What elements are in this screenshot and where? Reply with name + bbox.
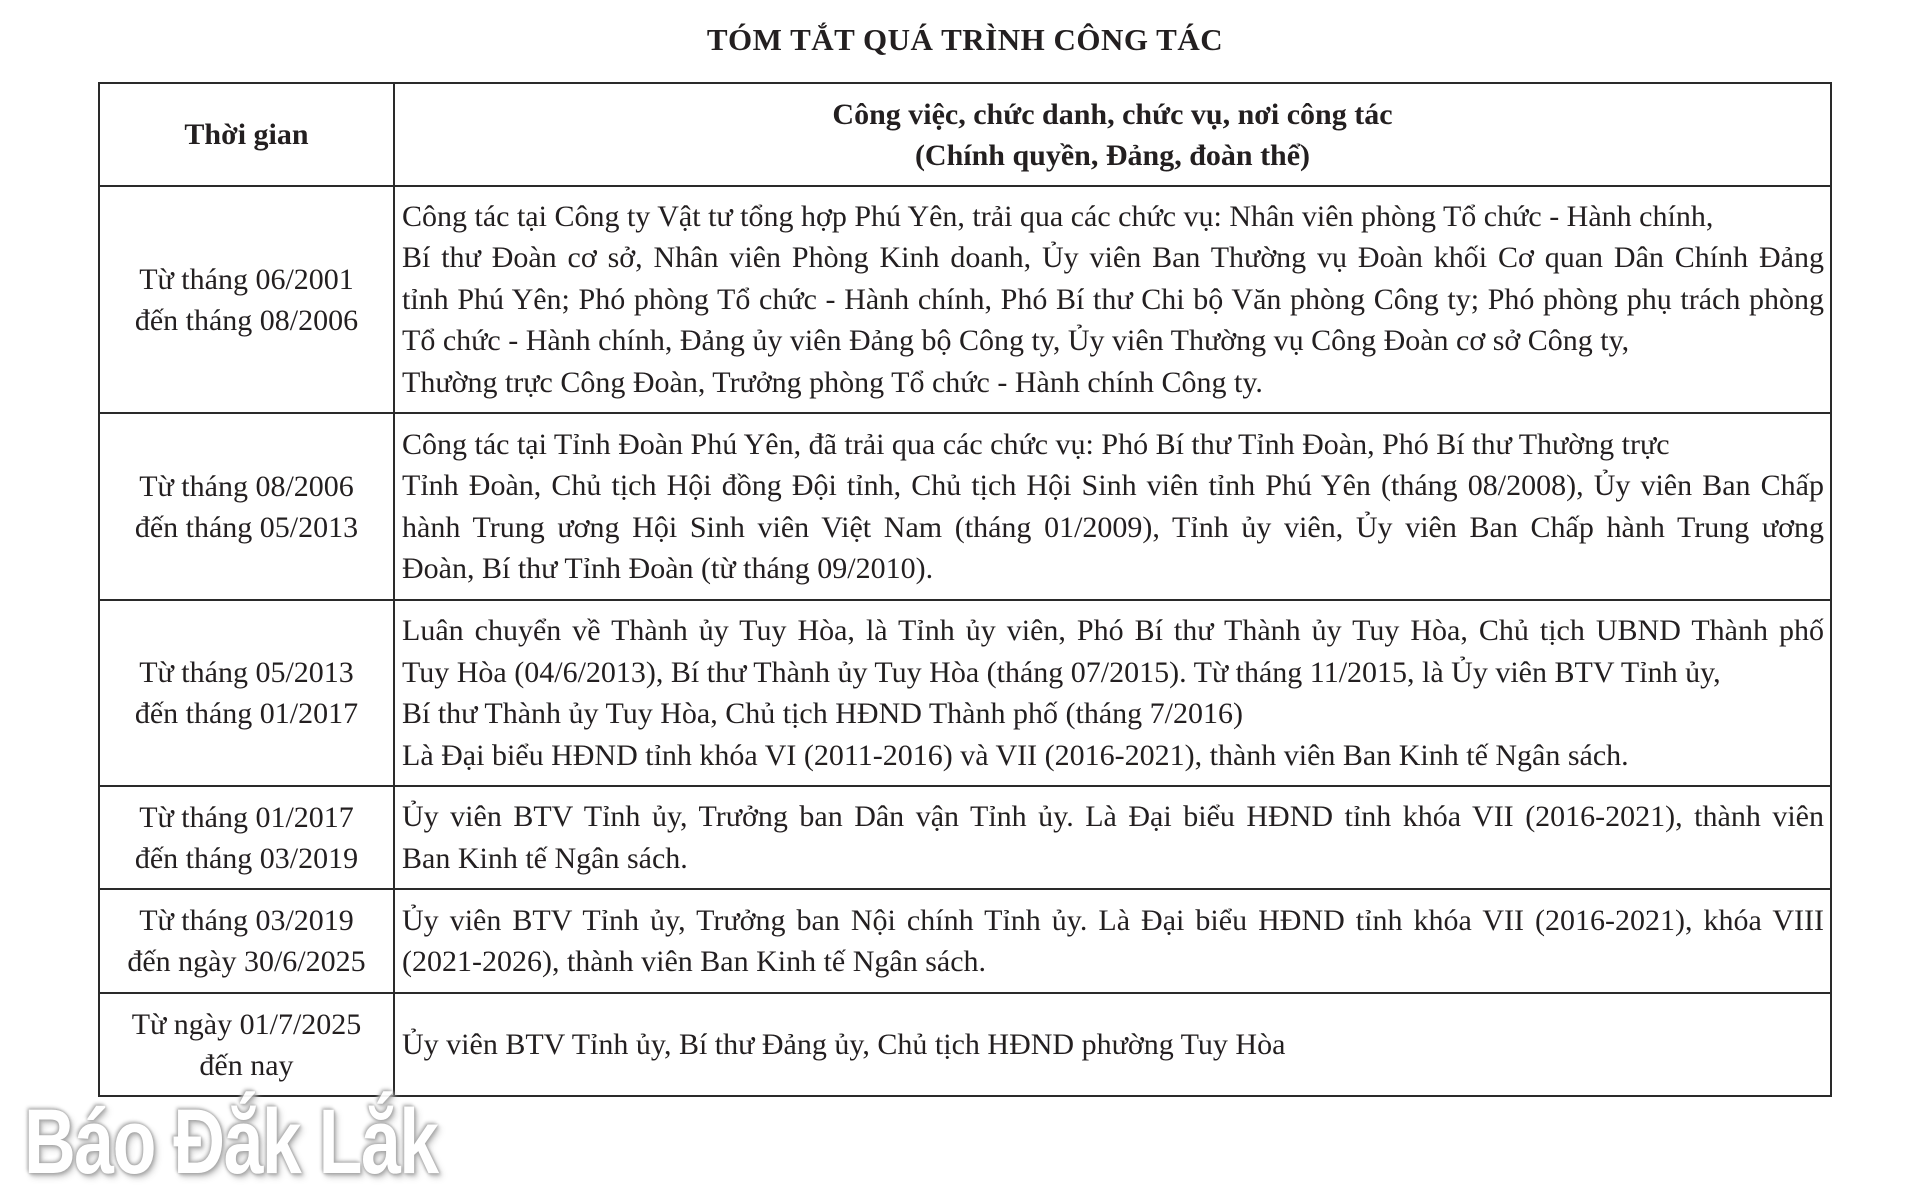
time-line: Từ tháng 08/2006 [139, 469, 354, 503]
work-cell [394, 413, 1831, 600]
table-header-row [99, 83, 1831, 186]
work-line: Tuy Hòa (04/6/2013), Bí thư Thành ủy Tuy Hòa (tháng 07/2015). Từ tháng 11/2015, là Ủy viên BTV Tỉnh ủy, [402, 655, 1721, 689]
work-line: Đoàn, Bí thư Tỉnh Đoàn (từ tháng 09/2010). [402, 552, 934, 585]
work-line: Luân chuyển về Thành ủy Tuy Hòa, là Tỉnh ủy viên, Phó Bí thư Thành ủy Tuy Hòa, Chủ tịch UBND Thành phố [402, 614, 1824, 647]
header-work-line1: Công việc, chức danh, chức vụ, nơi công tác [832, 97, 1393, 131]
work-cell [394, 186, 1831, 413]
table-row [99, 993, 1831, 1096]
table-row [99, 786, 1831, 889]
document-title: TÓM TẮT QUÁ TRÌNH CÔNG TÁC [706, 22, 1224, 57]
work-cell [394, 889, 1831, 993]
work-line: Ban Kinh tế Ngân sách. [402, 841, 688, 875]
time-line: Từ tháng 03/2019 [139, 904, 354, 937]
time-line: Từ tháng 01/2017 [139, 800, 354, 834]
time-cell [99, 186, 394, 413]
time-cell [99, 993, 394, 1096]
table-row [99, 186, 1831, 413]
work-cell [394, 786, 1831, 889]
time-line: Từ tháng 05/2013 [139, 656, 354, 689]
work-line: Tổ chức - Hành chính, Đảng ủy viên Đảng bộ Công ty, Ủy viên Thường vụ Công Đoàn cơ sở Công ty, [402, 324, 1630, 358]
time-line: đến tháng 08/2006 [134, 303, 359, 337]
time-line: đến nay [199, 1048, 294, 1082]
header-work [394, 83, 1831, 186]
work-cell [394, 993, 1831, 1096]
work-cell [394, 600, 1831, 786]
time-line: đến tháng 03/2019 [134, 841, 359, 875]
work-history-table [98, 82, 1832, 1097]
time-line: đến tháng 01/2017 [134, 697, 359, 730]
work-line: Ủy viên BTV Tỉnh ủy, Trưởng ban Nội chính Tỉnh ủy. Là Đại biểu HĐND tỉnh khóa VII (2016-2021), khóa VIII [402, 903, 1824, 937]
time-cell [99, 889, 394, 993]
time-cell [99, 600, 394, 786]
table-row [99, 889, 1831, 993]
work-line: Thường trực Công Đoàn, Trưởng phòng Tổ chức - Hành chính Công ty. [402, 365, 1263, 399]
work-line: (2021-2026), thành viên Ban Kinh tế Ngân sách. [402, 945, 987, 978]
time-line: Từ tháng 06/2001 [139, 262, 354, 296]
header-work-line2: (Chính quyền, Đảng, đoàn thể) [914, 138, 1311, 172]
header-time: Thời gian [99, 83, 394, 186]
work-line: Công tác tại Công ty Vật tư tổng hợp Phú Yên, trải qua các chức vụ: Nhân viên phòng Tổ chức - Hành chính, [402, 199, 1714, 233]
time-line: đến tháng 05/2013 [134, 510, 359, 544]
work-line: Là Đại biểu HĐND tỉnh khóa VI (2011-2016) và VII (2016-2021), thành viên Ban Kinh tế Ngân sách. [402, 738, 1629, 772]
work-line: hành Trung ương Hội Sinh viên Việt Nam (tháng 01/2009), Tỉnh ủy viên, Ủy viên Ban Chấp hành Trung ương [402, 510, 1824, 544]
work-line: Ủy viên BTV Tỉnh ủy, Trưởng ban Dân vận Tỉnh ủy. Là Đại biểu HĐND tỉnh khóa VII (2016-2021), thành viên [402, 800, 1824, 833]
time-line: Từ ngày 01/7/2025 [131, 1007, 362, 1041]
work-line: Tỉnh Đoàn, Chủ tịch Hội đồng Đội tỉnh, Chủ tịch Hội Sinh viên tỉnh Phú Yên (tháng 08/2008), Ủy viên Ban Chấp [402, 469, 1824, 502]
table-row [99, 600, 1831, 786]
time-cell [99, 786, 394, 889]
work-line: Công tác tại Tỉnh Đoàn Phú Yên, đã trải qua các chức vụ: Phó Bí thư Tỉnh Đoàn, Phó Bí thư Thường trực [402, 427, 1670, 461]
work-line: Bí thư Thành ủy Tuy Hòa, Chủ tịch HĐND Thành phố (tháng 7/2016) [402, 697, 1243, 730]
time-line: đến ngày 30/6/2025 [127, 945, 366, 978]
watermark-logo: Báo Đắk Lắk [24, 1091, 438, 1193]
table-row [99, 413, 1831, 600]
work-line: tỉnh Phú Yên; Phó phòng Tổ chức - Hành chính, Phó Bí thư Chi bộ Văn phòng Công ty; Phó phòng phụ trách phòng [402, 282, 1824, 316]
work-line: Ủy viên BTV Tỉnh ủy, Bí thư Đảng ủy, Chủ tịch HĐND phường Tuy Hòa [402, 1027, 1286, 1061]
time-cell [99, 413, 394, 600]
work-line: Bí thư Đoàn cơ sở, Nhân viên Phòng Kinh doanh, Ủy viên Ban Thường vụ Đoàn khối Cơ quan Dân Chính Đảng [402, 241, 1824, 275]
